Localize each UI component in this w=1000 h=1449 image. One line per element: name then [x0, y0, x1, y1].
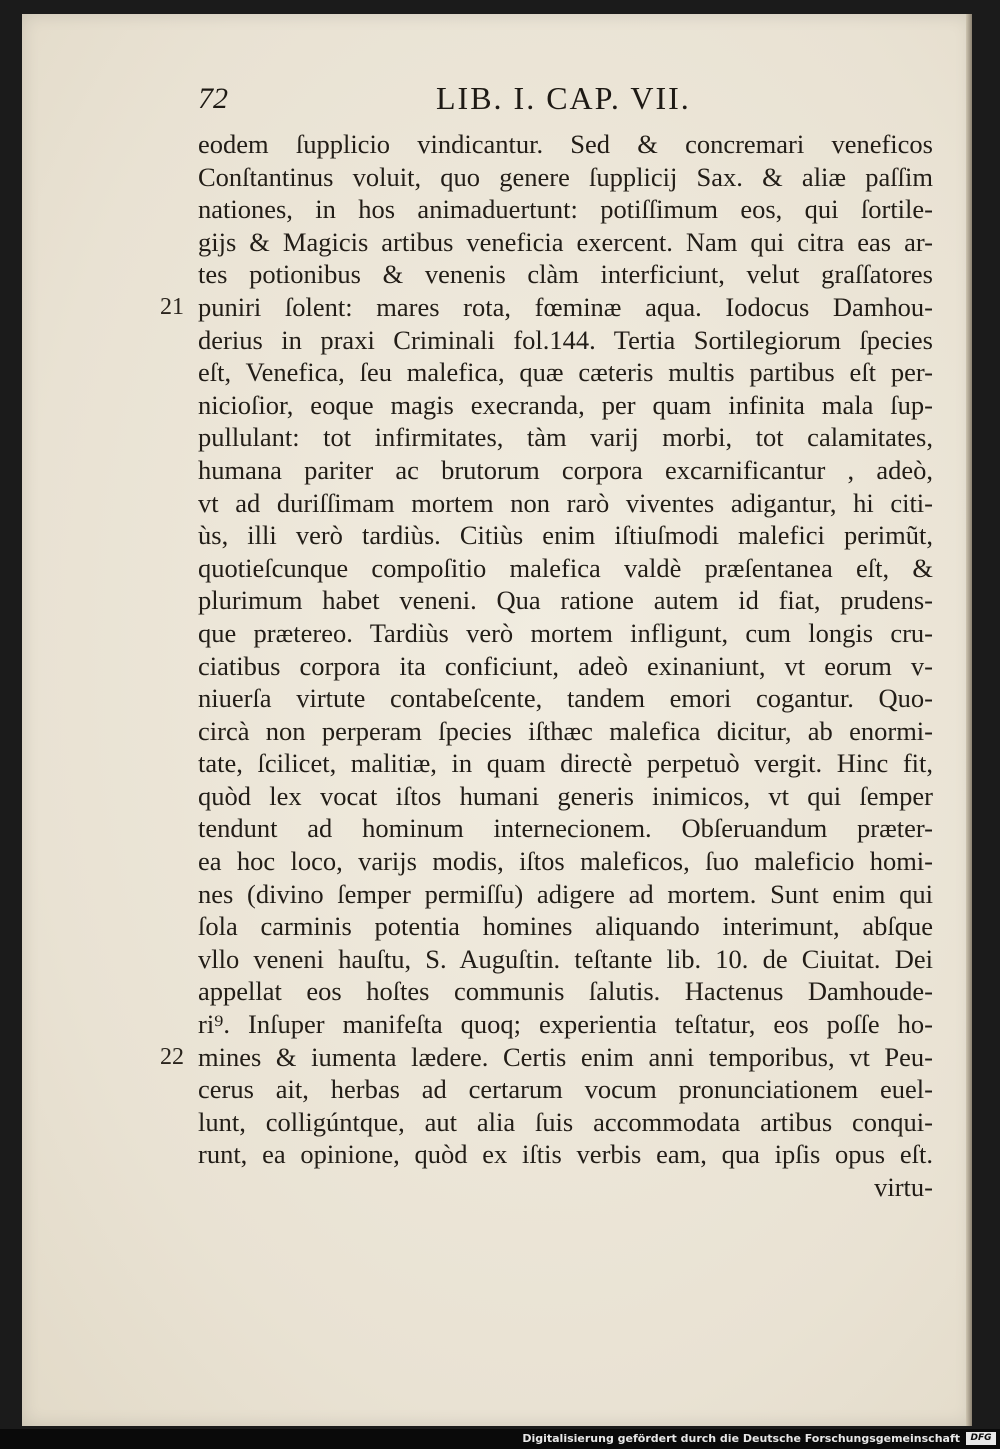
text-line [198, 878, 933, 911]
funding-credit: Digitalisierung gefördert durch die Deutsche Forschungsgemeinschaft [522, 1432, 960, 1445]
line-text: gijs & Magicis artibus veneficia exercent. Nam qui citra eas ar- [198, 226, 933, 257]
line-text: Conſtantinus voluit, quo genere ſupplicij Sax. & aliæ paſſim [198, 161, 933, 192]
line-text: ea hoc loco, varijs modis, iſtos maleficos, ſuo maleficio homi- [198, 846, 933, 877]
line-text: nationes, in hos animaduertunt: potiſſimum eos, qui ſortile- [198, 194, 933, 225]
text-line [198, 128, 933, 161]
line-text: tes potionibus & venenis clàm interficiunt, velut graſſatores [198, 259, 933, 290]
text-line [198, 747, 933, 780]
line-text: plurimum habet veneni. Qua ratione autem id fiat, prudens- [198, 585, 933, 616]
text-line [198, 487, 933, 520]
line-text: appellat eos hoſtes communis ſalutis. Hactenus Damhoude- [198, 976, 933, 1007]
line-text: eodem ſupplicio vindicantur. Sed & concremari veneficos [198, 129, 933, 159]
text-line [198, 519, 933, 552]
line-text: virtu- [874, 1172, 933, 1202]
page-edge [966, 14, 972, 1426]
text-line [198, 1008, 933, 1041]
text-line [198, 943, 933, 976]
line-text: nes (divino ſemper permiſſu) adigere ad mortem. Sunt enim qui [198, 878, 933, 909]
text-line [198, 812, 933, 845]
line-text: vllo veneni hauſtu, S. Auguſtin. teſtante lib. 10. de Ciuitat. Dei [198, 943, 933, 974]
line-text: lunt, colligúntque, aut alia ſuis accommodata artibus conqui- [198, 1106, 933, 1137]
footer-bar [0, 1429, 1000, 1449]
margin-note-number: 22 [160, 1043, 184, 1070]
line-text: quotieſcunque compoſitio malefica valdè præſentanea eſt, & [198, 552, 933, 583]
text-line [198, 226, 933, 259]
text-line [198, 1171, 933, 1204]
line-text: puniri ſolent: mares rota, fœminæ aqua. Iodocus Damhou- [198, 291, 933, 322]
line-text: nicioſior, eoque magis execranda, per quam infinita mala ſup- [198, 389, 933, 420]
line-text: pullulant: tot infirmitates, tàm varij morbi, tot calamitates, [198, 422, 933, 453]
text-line [198, 1106, 933, 1139]
line-text: mines & iumenta lædere. Certis enim anni temporibus, vt Peu- [198, 1041, 933, 1072]
line-text: derius in praxi Criminali fol.144. Tertia Sortilegiorum ſpecies [198, 324, 933, 355]
text-line [198, 845, 933, 878]
text-line [198, 1138, 933, 1171]
page-number: 72 [198, 82, 228, 115]
margin-note-number: 21 [160, 293, 184, 320]
line-text: cerus ait, herbas ad certarum vocum pronunciationem euel- [198, 1074, 933, 1105]
text-line [198, 324, 933, 357]
text-line [198, 552, 933, 585]
line-text: ùs, illi verò tardiùs. Citiùs enim iſtiuſmodi malefici perimũt, [198, 520, 933, 551]
text-line [198, 975, 933, 1008]
line-text: vt ad duriſſimam mortem non rarò viventes adigantur, hi citi- [198, 487, 933, 518]
line-text: eſt, Venefica, ſeu malefica, quæ cæteris multis partibus eſt per- [198, 357, 933, 388]
line-text: tate, ſcilicet, malitiæ, in quam directè perpetuò vergit. Hinc fit, [198, 748, 933, 779]
text-line [198, 389, 933, 422]
text-line [198, 454, 933, 487]
text-line [198, 715, 933, 748]
line-text: tendunt ad hominum internecionem. Obſeruandum præter- [198, 813, 933, 844]
line-text: runt, ea opinione, quòd ex iſtis verbis eam, qua ipſis opus eſt. [198, 1139, 933, 1170]
line-text: quòd lex vocat iſtos humani generis inimicos, vt qui ſemper [198, 780, 933, 811]
text-line [198, 258, 933, 291]
text-line [160, 291, 933, 324]
line-text: ciatibus corpora ita conficiunt, adeò exinaniunt, vt eorum v- [198, 650, 933, 681]
running-title: LIB. I. CAP. VII. [436, 80, 691, 116]
text-line [198, 1073, 933, 1106]
text-line [198, 584, 933, 617]
line-text: que prætereo. Tardiùs verò mortem infligunt, cum longis cru- [198, 617, 933, 648]
text-line [198, 617, 933, 650]
line-text: niuerſa virtute contabeſcente, tandem emori cogantur. Quo- [198, 683, 933, 714]
text-line [198, 421, 933, 454]
text-line [198, 161, 933, 194]
text-line [198, 356, 933, 389]
text-line [198, 780, 933, 813]
running-head [198, 80, 928, 120]
line-text: humana pariter ac brutorum corpora excarnificantur , adeò, [198, 454, 933, 485]
text-line [198, 682, 933, 715]
text-line [198, 910, 933, 943]
line-text: ri⁹. Inſuper manifeſta quoq; experientia teſtatur, eos poſſe ho- [198, 1009, 933, 1040]
body-text [160, 128, 933, 1204]
text-line [198, 650, 933, 683]
dfg-logo: DFG [966, 1432, 996, 1445]
text-line [160, 1041, 933, 1074]
text-line [198, 193, 933, 226]
line-text: circà non perperam ſpecies iſthæc malefica dicitur, ab enormi- [198, 715, 933, 746]
line-text: ſola carminis potentia homines aliquando interimunt, abſque [198, 911, 933, 942]
